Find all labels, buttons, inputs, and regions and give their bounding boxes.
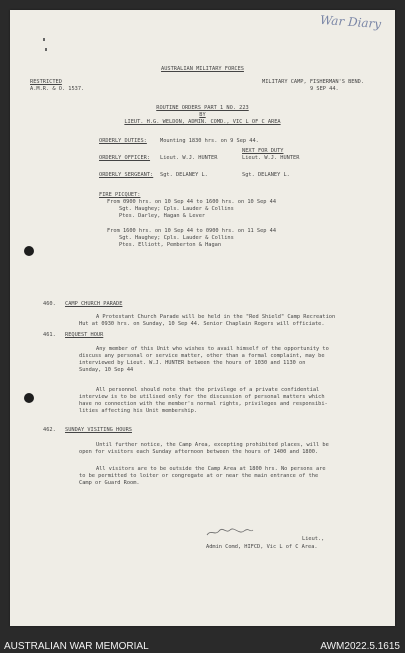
paragraph-line: Hut at 0930 hrs. on Sunday, 10 Sep 44. Senior Chaplain Rogers will officiate. [79,321,325,327]
section-number: 462. [43,427,56,433]
paragraph-line: All personnel should note that the privilege of a private confidential [96,387,320,393]
section-title: REQUEST HOUR [65,332,104,338]
section-title: SUNDAY VISITING HOURS [65,427,132,433]
footer-accession-number: AWM2022.5.1615 [320,641,400,652]
signoff-line: Admin Comd, HIFCD, Vic L of C Area. [206,544,318,550]
picquet-line: Sgt. Haughey; Cpls. Lauder & Collins [119,235,234,241]
staple-mark [45,48,47,51]
punch-hole [24,246,34,256]
restricted-marking: RESTRICTED [30,79,62,85]
paragraph-line: to be permitted to loiter or congregate at or near the main entrance of the [79,473,319,479]
staple-mark [43,38,45,41]
picquet-line: Sgt. Haughey; Cpls. Lauder & Collins [119,206,234,212]
duty-value: Lieut. W.J. HUNTER [160,155,218,161]
paragraph-line: have no connection with the member's normal rights, privileges and responsibi- [79,401,328,407]
paragraph-line: lities affecting his Unit membership. [79,408,197,414]
picquet-line: From 1600 hrs. on 10 Sep 44 to 0900 hrs. on 11 Sep 44 [107,228,277,234]
document-date: 9 SEP 44. [310,86,339,92]
signoff-rank: Lieut., [302,536,325,542]
footer-bar [0,640,405,653]
fire-picquet-heading: FIRE PICQUET: [99,192,141,198]
paragraph-line: Sunday, 10 Sep 44 [79,367,134,373]
picquet-line: Ptes. Elliott, Pemberton & Hagan [119,242,222,248]
camp-name: MILITARY CAMP, FISHERMAN'S BEND. [262,79,365,85]
paragraph-line: Any member of this Unit who wishes to avail himself of the opportunity to [96,346,329,352]
section-number: 461. [43,332,56,338]
orders-by: BY [199,112,206,118]
picquet-line: Ptes. Darley, Hagan & Lever [119,213,206,219]
handwritten-annotation: War Diary [319,12,382,32]
paragraph-line: A Protestant Church Parade will be held in the "Red Shield" Camp Recreation [96,314,336,320]
document-title: AUSTRALIAN MILITARY FORCES [161,66,244,72]
section-number: 460. [43,301,56,307]
paragraph-line: interview is to be utilised only for the discussion of personal matters which [79,394,325,400]
orders-author: LIEUT. H.G. WELDON, ADMIN. COMD., VIC L OF C AREA [124,119,281,125]
section-title: CAMP CHURCH PARADE [65,301,123,307]
duty-label: ORDERLY SERGEANT: [99,172,154,178]
next-duty-value: Sgt. DELANEY L. [242,172,290,178]
footer-source: AUSTRALIAN WAR MEMORIAL [4,641,149,652]
paragraph-line: Until further notice, the Camp Area, excepting prohibited places, will be [96,442,329,448]
picquet-line: From 0900 hrs. on 10 Sep 44 to 1600 hrs. on 10 Sep 44 [107,199,277,205]
paragraph-line: discuss any personal or service matter, other than a formal complaint, may be [79,353,325,359]
paragraph-line: open for visitors each Sunday afternoon between the hours of 1400 and 1800. [79,449,319,455]
duty-value: Sgt. DELANEY L. [160,172,208,178]
orders-title: ROUTINE ORDERS PART 1 NO. 223 [156,105,249,111]
paragraph-line: interviewed by Lieut. W.J. HUNTER between the hours of 1030 and 1130 on [79,360,306,366]
paragraph-line: All visitors are to be outside the Camp Area at 1800 hrs. No persons are [96,466,326,472]
next-duty-value: Lieut. W.J. HUNTER [242,155,300,161]
signature [206,527,254,537]
duty-label: ORDERLY DUTIES: [99,138,147,144]
punch-hole [24,393,34,403]
duty-label: ORDERLY OFFICER: [99,155,151,161]
document-page [10,10,395,626]
paragraph-line: Camp or Guard Room. [79,480,140,486]
next-for-duty-heading: NEXT FOR DUTY [242,148,284,154]
duty-value: Mounting 1830 hrs. on 9 Sep 44. [160,138,259,144]
reference: A.M.R. & O. 1537. [30,86,85,92]
